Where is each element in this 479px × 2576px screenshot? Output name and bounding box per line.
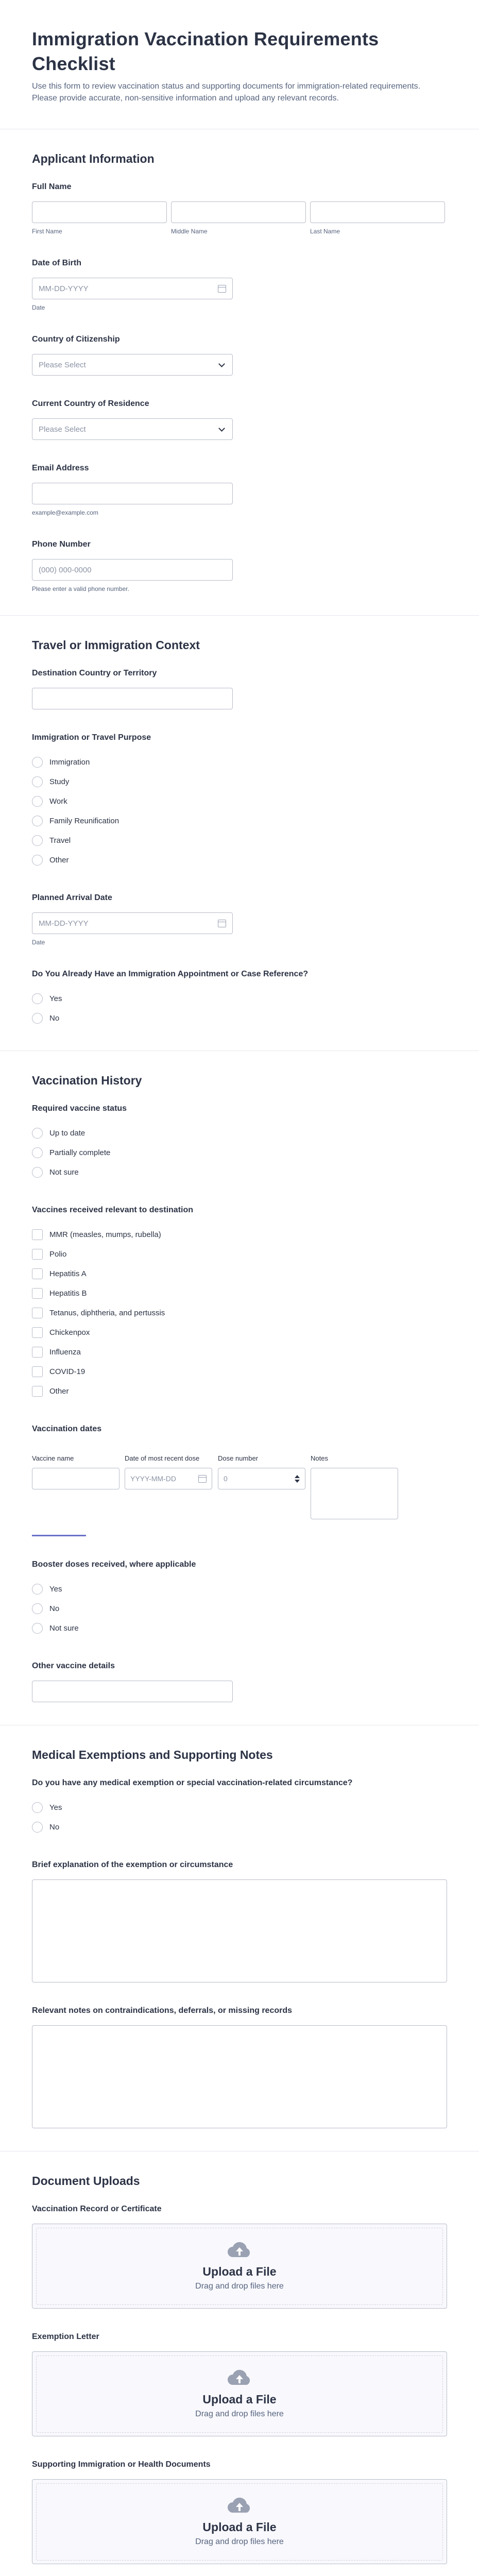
destination-label: Destination Country or Territory [32,669,157,677]
upload-subtitle: Drag and drop files here [195,2282,284,2291]
upload-subtitle: Drag and drop files here [195,2410,284,2418]
column-header: Dose number [218,1454,259,1462]
vaccine-option[interactable] [32,1362,447,1381]
upload-supporting-label: Supporting Immigration or Health Documents [32,2460,211,2469]
radio-button[interactable] [32,757,43,768]
option-label: Yes [49,1584,62,1594]
option-label: No [49,1604,60,1613]
option-label: MMR (measles, mumps, rubella) [49,1230,161,1239]
other-details-label: Other vaccine details [32,1662,115,1670]
vaccine-option[interactable] [32,1342,447,1362]
form-description: Use this form to review vaccination status and supporting documents for immigration-related requirements. Please provide accurate, non-sensitive information and upload any relevant records. [32,82,421,103]
exemption-label: Do you have any medical exemption or special vaccination-related circumstance? [32,1778,353,1787]
exemption-field [0,1777,479,1837]
dob-input[interactable] [32,278,233,299]
citizenship-field [0,334,479,376]
vaccine-name-input[interactable] [32,1468,119,1489]
email-field [0,463,479,516]
other-details-input[interactable] [32,1681,233,1702]
form-header [0,0,479,129]
radio-button[interactable] [32,1167,43,1178]
phone-sublabel: Please enter a valid phone number. [32,585,129,592]
appointment-field [0,969,479,1028]
option-label: Other [49,1386,69,1396]
radio-button[interactable] [32,1128,43,1139]
email-label: Email Address [32,464,89,472]
vaccine-option[interactable] [32,1283,447,1303]
upload-exemption-label: Exemption Letter [32,2332,99,2341]
arrival-field [0,892,479,946]
booster-option[interactable] [32,1599,447,1618]
dob-field [0,258,479,311]
booster-option[interactable] [32,1579,447,1599]
option-label: Chickenpox [49,1328,90,1337]
option-label: Not sure [49,1167,79,1177]
relevant-notes-field [0,2005,479,2128]
citizenship-value: Please Select [39,360,86,369]
option-label: COVID-19 [49,1367,85,1376]
dob-label: Date of Birth [32,259,81,267]
form-title: Immigration Vaccination Requirements Checklist [32,28,379,74]
first-name-input[interactable] [32,201,167,223]
option-label: Travel [49,836,71,845]
upload-title: Upload a File [202,2393,277,2406]
destination-field [0,668,479,709]
radio-button[interactable] [32,1623,43,1634]
chevron-down-icon [218,425,225,432]
add-row-button[interactable] [32,1535,86,1536]
checkbox[interactable] [32,1288,43,1299]
checkbox[interactable] [32,1249,43,1260]
arrival-sublabel: Date [32,939,45,946]
radio-button[interactable] [32,1603,43,1614]
last-name-sublabel: Last Name [310,228,340,235]
radio-button[interactable] [32,1802,43,1813]
column-header: Vaccine name [32,1454,74,1462]
upload-record-field [0,2204,479,2309]
option-label: Hepatitis B [49,1289,87,1298]
upload-title: Upload a File [202,2265,277,2278]
upload-exemption-field [0,2331,479,2436]
middle-name-input[interactable] [171,201,306,223]
first-name-sublabel: First Name [32,228,62,235]
upload-record-dropzone[interactable] [32,2224,447,2309]
radio-button[interactable] [32,1822,43,1833]
radio-button[interactable] [32,1584,43,1595]
purpose-option[interactable] [32,831,447,850]
purpose-field [0,732,479,870]
option-label: Polio [49,1249,67,1259]
option-label: No [49,1013,60,1023]
option-label: Influenza [49,1347,81,1357]
option-label: No [49,1822,60,1832]
checkbox[interactable] [32,1229,43,1240]
purpose-option[interactable] [32,772,447,791]
vaccine-option[interactable] [32,1244,447,1264]
cloud-upload-icon [227,2369,252,2386]
residence-field [0,398,479,440]
checkbox[interactable] [32,1347,43,1358]
purpose-label: Immigration or Travel Purpose [32,733,151,742]
residence-select[interactable] [32,418,233,440]
checkbox[interactable] [32,1327,43,1338]
arrival-label: Planned Arrival Date [32,893,112,902]
column-header: Date of most recent dose [125,1454,200,1462]
phone-label: Phone Number [32,540,91,549]
upload-subtitle: Drag and drop files here [195,2537,284,2546]
notes-textarea[interactable] [311,1468,398,1519]
upload-title: Upload a File [202,2520,277,2534]
status-option[interactable] [32,1143,447,1162]
vaccine-option[interactable] [32,1381,447,1401]
checkbox[interactable] [32,1366,43,1377]
cloud-upload-icon [227,2241,252,2259]
status-field [0,1103,479,1182]
middle-name-sublabel: Middle Name [171,228,208,235]
vaccine-option[interactable] [32,1264,447,1283]
phone-placeholder: (000) 000-0000 [39,565,92,574]
vaccine-option[interactable] [32,1303,447,1323]
email-sublabel: example@example.com [32,509,98,516]
option-label: Family Reunification [49,816,119,825]
option-label: Yes [49,1803,62,1812]
relevant-notes-textarea[interactable] [32,2025,447,2128]
vaccines-label: Vaccines received relevant to destination [32,1206,194,1214]
calendar-icon[interactable] [218,285,226,293]
dates-field [0,1423,479,1536]
booster-option[interactable] [32,1618,447,1638]
checkbox[interactable] [32,1268,43,1279]
purpose-option[interactable] [32,850,447,870]
section-travel: Travel or Immigration Context [0,615,479,668]
email-input[interactable] [32,483,233,504]
exemption-option[interactable] [32,1817,447,1837]
dates-grid-row [32,1468,447,1519]
residence-label: Current Country of Residence [32,399,149,408]
option-label: Study [49,777,70,786]
explanation-field [0,1859,479,1982]
radio-button[interactable] [32,855,43,866]
option-label: Yes [49,994,62,1003]
dob-placeholder: MM-DD-YYYY [39,284,89,293]
radio-button[interactable] [32,776,43,787]
vaccine-option[interactable] [32,1323,447,1342]
citizenship-label: Country of Citizenship [32,335,120,344]
booster-field [0,1559,479,1638]
explanation-textarea[interactable] [32,1879,447,1982]
radio-button[interactable] [32,993,43,1004]
phone-input[interactable] [32,559,233,581]
upload-record-label: Vaccination Record or Certificate [32,2205,162,2213]
cloud-upload-icon [227,2497,252,2514]
section-history: Vaccination History [0,1050,479,1103]
radio-button[interactable] [32,1147,43,1158]
purpose-option[interactable] [32,752,447,772]
dates-grid-header [32,1444,447,1468]
stepper-arrows-icon[interactable] [295,1475,300,1483]
purpose-option[interactable] [32,811,447,831]
option-label: Up to date [49,1128,85,1138]
residence-value: Please Select [39,425,86,434]
dob-sublabel: Date [32,304,45,311]
option-label: Work [49,796,67,806]
column-header: Notes [311,1454,328,1462]
arrival-placeholder: MM-DD-YYYY [39,919,89,928]
upload-supporting-field [0,2459,479,2564]
checkbox[interactable] [32,1386,43,1397]
option-label: Immigration [49,757,90,767]
arrival-input[interactable] [32,912,233,934]
destination-input[interactable] [32,688,233,709]
option-label: Tetanus, diphtheria, and pertussis [49,1308,165,1317]
relevant-notes-label: Relevant notes on contraindications, deferrals, or missing records [32,2006,293,2015]
checkbox[interactable] [32,1308,43,1318]
chevron-down-icon [218,361,225,367]
status-option[interactable] [32,1123,447,1143]
option-label: Not sure [49,1623,79,1633]
status-option[interactable] [32,1162,447,1182]
upload-supporting-dropzone[interactable] [32,2479,447,2564]
section-exemptions: Medical Exemptions and Supporting Notes [0,1725,479,1777]
vaccines-field [0,1205,479,1401]
phone-field [0,539,479,592]
exemption-option[interactable] [32,1798,447,1817]
calendar-icon[interactable] [218,920,226,927]
dose-number-stepper[interactable] [218,1468,305,1489]
upload-exemption-dropzone[interactable] [32,2351,447,2436]
radio-button[interactable] [32,1013,43,1024]
appointment-option[interactable] [32,989,447,1008]
calendar-icon[interactable] [198,1475,207,1483]
dose-date-input[interactable] [125,1468,212,1489]
dose-number-value: 0 [224,1475,228,1483]
section-applicant: Applicant Information [32,152,155,165]
option-label: Partially complete [49,1148,111,1157]
dose-date-placeholder: YYYY-MM-DD [130,1475,176,1483]
other-details-field [0,1660,479,1702]
section-uploads: Document Uploads [0,2151,479,2204]
explanation-label: Brief explanation of the exemption or circumstance [32,1860,233,1869]
radio-button[interactable] [32,796,43,807]
option-label: Hepatitis A [49,1269,87,1278]
option-label: Other [49,855,69,865]
radio-button[interactable] [32,835,43,846]
purpose-option[interactable] [32,791,447,811]
status-label: Required vaccine status [32,1104,127,1113]
dates-label: Vaccination dates [32,1425,102,1433]
full-name-field [0,181,479,235]
vaccine-option[interactable] [32,1225,447,1244]
appointment-label: Do You Already Have an Immigration Appointment or Case Reference? [32,970,309,978]
radio-button[interactable] [32,816,43,826]
citizenship-select[interactable] [32,354,233,376]
full-name-label: Full Name [32,182,72,191]
appointment-option[interactable] [32,1008,447,1028]
booster-label: Booster doses received, where applicable [32,1560,196,1569]
last-name-input[interactable] [310,201,445,223]
